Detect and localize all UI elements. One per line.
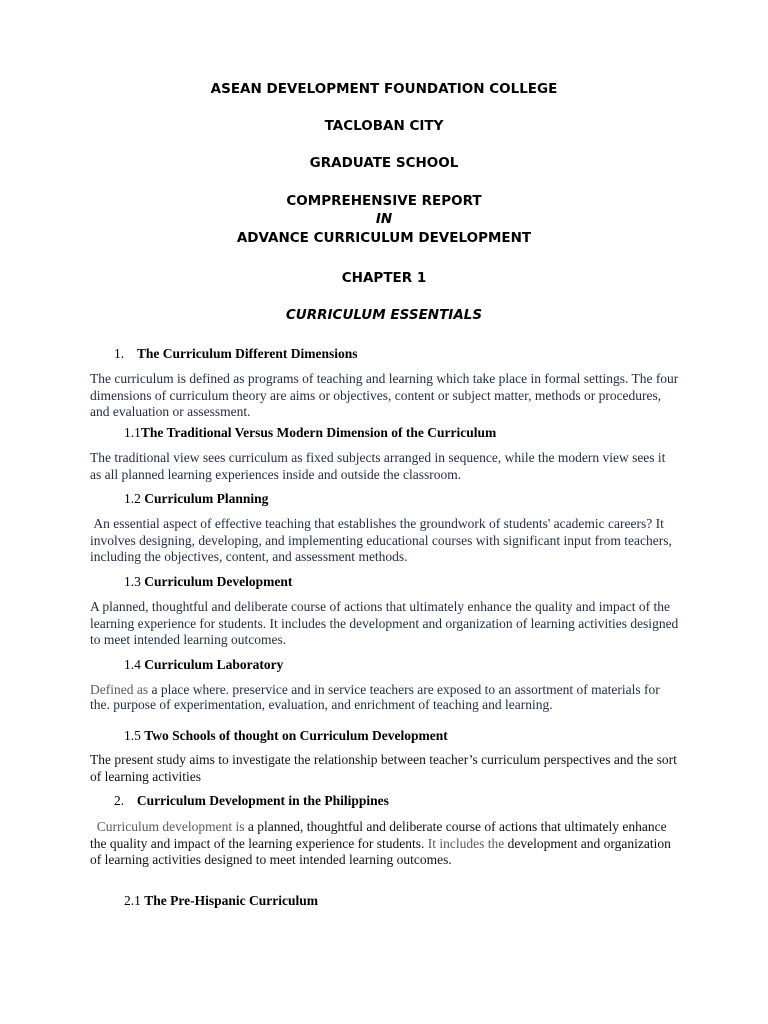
- body-prefix: Defined as: [90, 682, 149, 697]
- section-title: Two Schools of thought on Curriculum Development: [144, 728, 448, 743]
- body-main: a place where. preservice and in service teachers are exposed to an assortment of materials for the. purpose of experimentation, evaluation, and enrichment of teaching and learning.: [90, 682, 660, 712]
- section-title: Curriculum Laboratory: [144, 657, 284, 672]
- section-1-4-heading: [124, 657, 283, 673]
- section-number: 1.5: [124, 728, 141, 743]
- section-1-2-body: An essential aspect of effective teaching that establishes the groundwork of students' academic careers? It involves designing, developing, and implementing educational courses with significant input from teachers, including the objectives, content, and assessment methods.: [90, 516, 676, 564]
- body-prefix: Curriculum development is: [90, 819, 245, 834]
- section-number: 2.1: [124, 893, 141, 908]
- section-title: The Traditional Versus Modern Dimension of the Curriculum: [140, 425, 497, 440]
- section-1-heading: [114, 346, 358, 362]
- section-2-body: [90, 819, 680, 869]
- section-number: 1.: [114, 346, 125, 361]
- college-name: ASEAN DEVELOPMENT FOUNDATION COLLEGE: [210, 81, 558, 97]
- section-number: 1.1: [124, 425, 141, 440]
- section-number: 1.3: [124, 574, 141, 589]
- section-2-heading: [114, 793, 389, 809]
- section-1-3-heading: [124, 574, 292, 590]
- section-title: The Pre-Hispanic Curriculum: [144, 893, 318, 908]
- section-1-1-body: The traditional view sees curriculum as fixed subjects arranged in sequence, while the modern view sees it as all planned learning experiences inside and outside the classroom.: [90, 450, 666, 482]
- report-in: IN: [375, 211, 393, 227]
- chapter-number: CHAPTER 1: [341, 270, 427, 286]
- section-1-5-heading: [124, 728, 448, 744]
- section-number: 2.: [114, 793, 125, 808]
- section-number: 1.4: [124, 657, 141, 672]
- section-1-4-body: [90, 682, 680, 712]
- section-title: Curriculum Planning: [144, 491, 269, 506]
- school-name: GRADUATE SCHOOL: [309, 155, 459, 171]
- section-1-5-body: The present study aims to investigate the relationship between teacher’s curriculum perspectives and the sort of learning activities: [90, 752, 677, 784]
- section-title: The Curriculum Different Dimensions: [136, 346, 358, 361]
- body-gray: It includes the: [424, 835, 505, 851]
- section-title: Curriculum Development: [144, 574, 293, 589]
- section-1-1-heading: [124, 425, 496, 441]
- section-2-1-heading: [124, 893, 318, 909]
- body-end: development and organization of learning activities designed to meet intended learning outcomes.: [90, 835, 675, 867]
- section-1-3-body: A planned, thoughtful and deliberate course of actions that ultimately enhance the quality and impact of the learning experience for students. It includes the development and organization of learning activities designed to meet intended learning outcomes.: [90, 599, 679, 647]
- report-title: COMPREHENSIVE REPORT: [286, 193, 482, 209]
- section-1-2-heading: [124, 491, 268, 507]
- city-name: TACLOBAN CITY: [324, 118, 444, 134]
- section-title: Curriculum Development in the Philippines: [136, 793, 389, 808]
- section-1-body: The curriculum is defined as programs of teaching and learning which take place in formal settings. The four dimensions of curriculum theory are aims or objectives, content or subject matter, methods or procedures, and evaluation or assessment.: [90, 371, 679, 419]
- chapter-title: CURRICULUM ESSENTIALS: [285, 307, 483, 323]
- body-main: a planned, thoughtful and deliberate course of actions that ultimately enhance the quality and impact of the learning experience for students.: [90, 819, 670, 851]
- section-number: 1.2: [124, 491, 141, 506]
- course-title: ADVANCE CURRICULUM DEVELOPMENT: [236, 230, 532, 246]
